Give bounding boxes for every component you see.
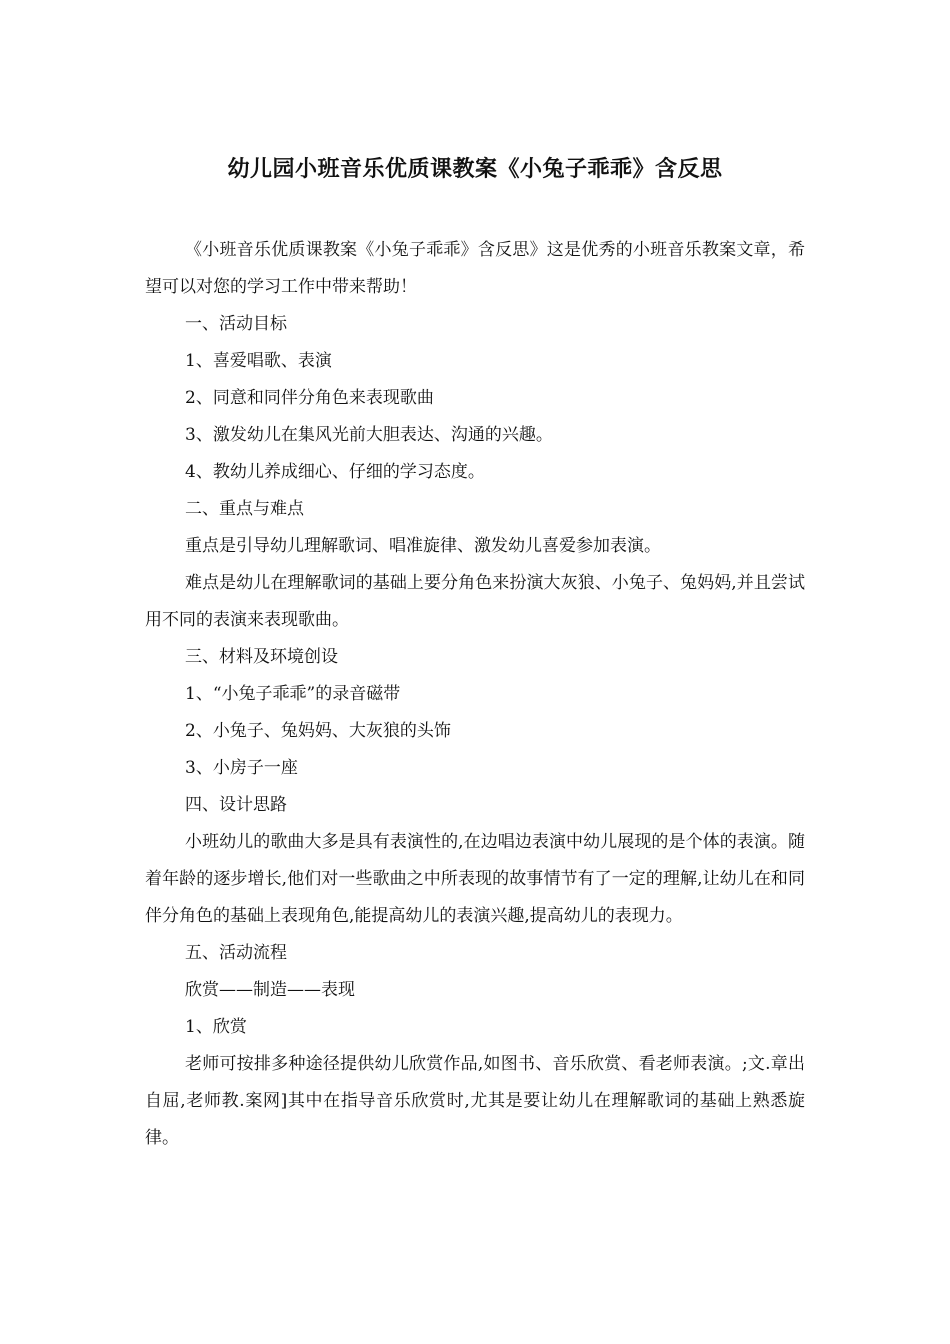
process-flow: 欣赏——制造——表现 — [185, 980, 355, 1000]
document-title: 幼儿园小班音乐优质课教案《小兔子乖乖》含反思 — [227, 157, 723, 182]
goal-item: 2、同意和同伴分角色来表现歌曲 — [185, 388, 434, 408]
section-heading-process: 五、活动流程 — [185, 943, 287, 963]
difficulty-paragraph: 难点是幼儿在理解歌词的基础上要分角色来扮演大灰狼、小兔子、兔妈妈,并且尝试用不同的表演来表现歌曲。 — [145, 573, 805, 630]
material-item: 2、小兔子、兔妈妈、大灰狼的头饰 — [185, 721, 451, 741]
intro-paragraph: 《小班音乐优质课教案《小兔子乖乖》含反思》这是优秀的小班音乐教案文章，希望可以对您的学习工作中带来帮助！ — [145, 240, 805, 297]
material-item: 3、小房子一座 — [185, 758, 298, 778]
key-point-paragraph: 重点是引导幼儿理解歌词、唱准旋律、激发幼儿喜爱参加表演。 — [185, 536, 661, 556]
design-paragraph: 小班幼儿的歌曲大多是具有表演性的,在边唱边表演中幼儿展现的是个体的表演。随着年龄的逐步增长,他们对一些歌曲之中所表现的故事情节有了一定的理解,让幼儿在和同伴分角色的基础上表现角色,能提高幼儿的表演兴趣,提高幼儿的表现力。 — [145, 832, 805, 926]
section-heading-materials: 三、材料及环境创设 — [185, 647, 338, 667]
process-step-paragraph: 老师可按排多种途径提供幼儿欣赏作品,如图书、音乐欣赏、看老师表演。;文.章出自屈,老师教.案网]其中在指导音乐欣赏时,尤其是要让幼儿在理解歌词的基础上熟悉旋律。 — [145, 1054, 805, 1148]
process-step-heading: 1、欣赏 — [185, 1017, 247, 1037]
section-heading-goals: 一、活动目标 — [185, 314, 287, 334]
goal-item: 3、激发幼儿在集风光前大胆表达、沟通的兴趣。 — [185, 425, 553, 445]
goal-item: 1、喜爱唱歌、表演 — [185, 351, 332, 371]
goal-item: 4、教幼儿养成细心、仔细的学习态度。 — [185, 462, 485, 482]
material-item: 1、“小兔子乖乖”的录音磁带 — [185, 684, 401, 704]
section-heading-key-points: 二、重点与难点 — [185, 499, 304, 519]
document-body — [145, 232, 805, 1157]
section-heading-design: 四、设计思路 — [185, 795, 287, 815]
